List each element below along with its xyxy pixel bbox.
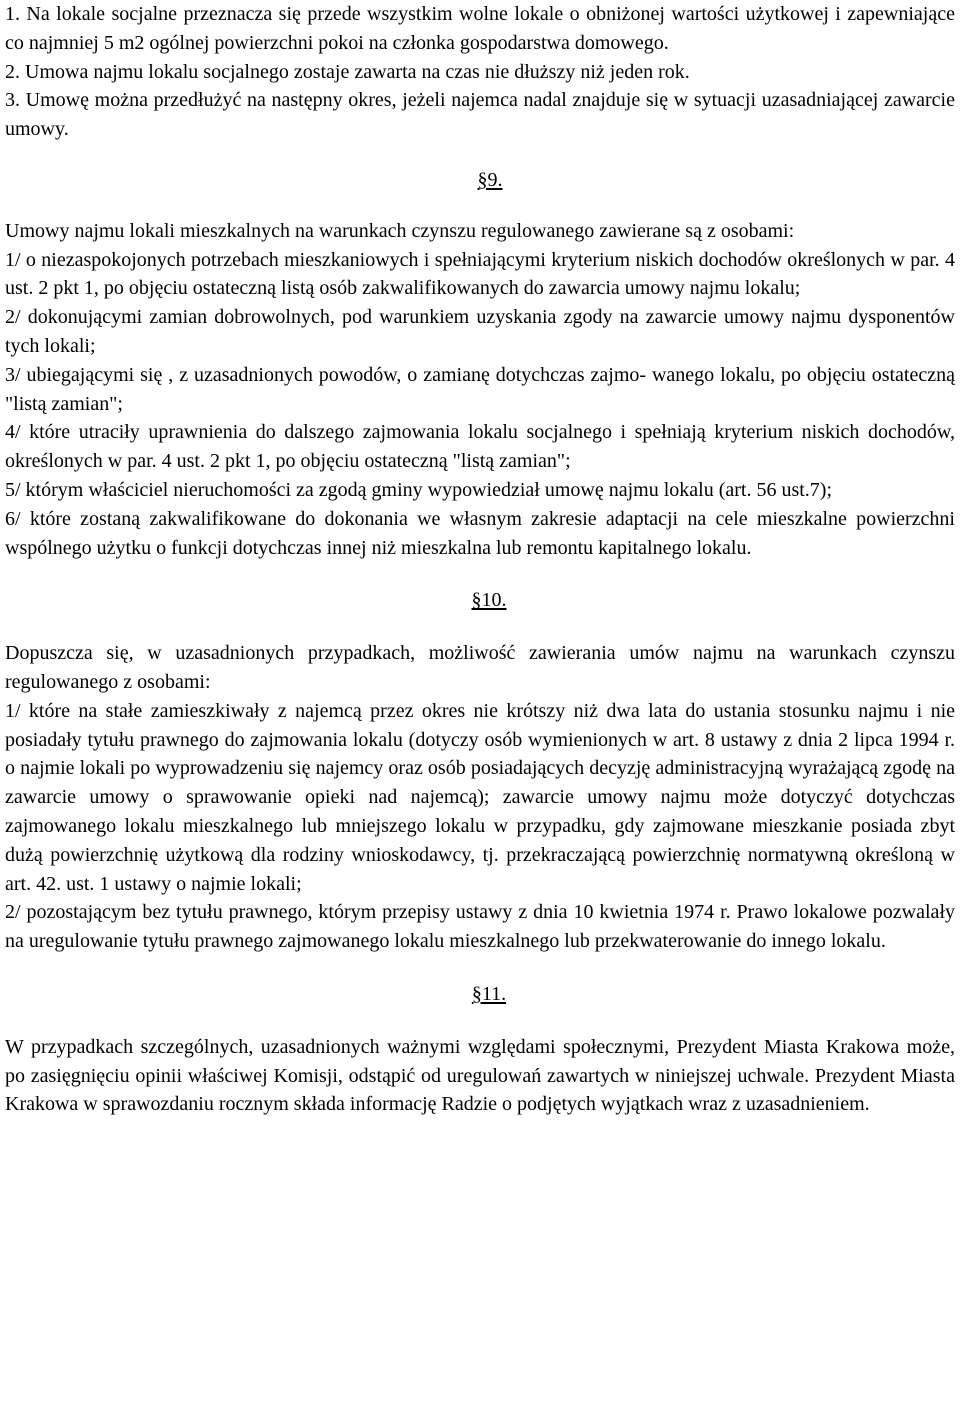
section-9-item-4: 4/ które utraciły uprawnienia do dalszego zajmowania lokalu socjalnego i spełniają kryterium niskich dochodów, określonych w par. 4 ust. 2 pkt 1, po objęciu ostateczną "listą zamian"; (5, 421, 955, 473)
intro-paragraph-3: 3. Umowę można przedłużyć na następny okres, jeżeli najemca nadal znajduje się w sytuacji uzasadniającej zawarcie umowy. (5, 89, 955, 141)
section-9-lead: Umowy najmu lokali mieszkalnych na warunkach czynszu regulowanego zawierane są z osobami: (5, 219, 795, 242)
intro-paragraph-2: 2. Umowa najmu lokalu socjalnego zostaje zawarta na czas nie dłuższy niż jeden rok. (5, 60, 690, 83)
section-9-heading (5, 166, 955, 195)
section-10-heading (5, 586, 955, 615)
section-9-item-2: 2/ dokonującymi zamian dobrowolnych, pod warunkiem uzyskania zgody na zawarcie umowy najmu dysponentów tych lokali; (5, 306, 955, 357)
section-10-item-2: 2/ pozostającym bez tytułu prawnego, którym przepisy ustawy z dnia 10 kwietnia 1974 r. Prawo lokalowe pozwalały na uregulowanie tytułu prawnego zajmowanego lokalu mieszkalnego lub przekwaterowanie do innego lokalu. (5, 901, 955, 953)
section-11-heading-text: §11. (471, 982, 507, 1005)
section-10-lead: Dopuszcza się, w uzasadnionych przypadkach, możliwość zawierania umów najmu na warunkach czynszu regulowanego z osobami: (5, 642, 955, 693)
section-9-item-5: 5/ którym właściciel nieruchomości za zgodą gminy wypowiedział umowę najmu lokalu (art. 56 ust.7); (5, 478, 833, 501)
section-10-heading-text: §10. (471, 589, 507, 612)
section-11-text: W przypadkach szczególnych, uzasadnionych ważnymi względami społecznymi, Prezydent Miasta Krakowa może, po zasięgnięciu opinii właściwej Komisji, odstąpić od uregulowań zawartych w niniejszej uchwale. Prezydent Miasta Krakowa w sprawozdaniu rocznym składa informację Radzie o podjętych wyjątkach wraz z uzasadnieniem. (5, 1035, 955, 1116)
section-9-heading-text: §9. (477, 168, 503, 191)
section-10-item-1: 1/ które na stałe zamieszkiwały z najemcą przez okres nie krótszy niż dwa lata do ustania stosunku najmu i nie posiadały tytułu prawnego do zajmowania lokalu (dotyczy osób wymienionych w art. 8 ustawy z dnia 2 lipca 1994 r. o najmie lokali po wyprowadzeniu się najemcy oraz osób posiadających decyzję administracyjną wyrażającą zgodę na zawarcie umowy o sprawowanie opieki nad najemcą); zawarcie umowy najmu może dotyczyć dotychczas zajmowanego lokalu mieszkalnego lub mniejszego lokalu w przypadku, gdy zajmowane mieszkanie posiada zbyt dużą powierzchnię użytkową dla rodziny wnioskodawcy, tj. przekraczającą powierzchnię normatywną określoną w art. 42. ust. 1 ustawy o najmie lokali; (5, 699, 955, 895)
intro-paragraph-1: 1. Na lokale socjalne przeznacza się przede wszystkim wolne lokale o obniżonej wartości użytkowej i zapewniające co najmniej 5 m2 ogólnej powierzchni pokoi na członka gospodarstwa domowego. (5, 3, 955, 54)
document-page (5, 0, 955, 1119)
section-9-item-1: 1/ o niezaspokojonych potrzebach mieszkaniowych i spełniającymi kryterium niskich dochodów określonych w par. 4 ust. 2 pkt 1, po objęciu ostateczną listą osób zakwalifikowanych do zawarcia umowy najmu lokalu; (5, 248, 955, 300)
section-9-item-6: 6/ które zostaną zakwalifikowane do dokonania we własnym zakresie adaptacji na cele mieszkalne powierzchni wspólnego użytku o funkcji dotychczas innej niż mieszkalna lub remontu kapitalnego lokalu. (5, 507, 955, 559)
section-11-heading (5, 980, 955, 1009)
section-9-item-3: 3/ ubiegającymi się , z uzasadnionych powodów, o zamianę dotychczas zajmo- wanego lokalu, po objęciu ostateczną "listą zamian"; (5, 363, 955, 415)
